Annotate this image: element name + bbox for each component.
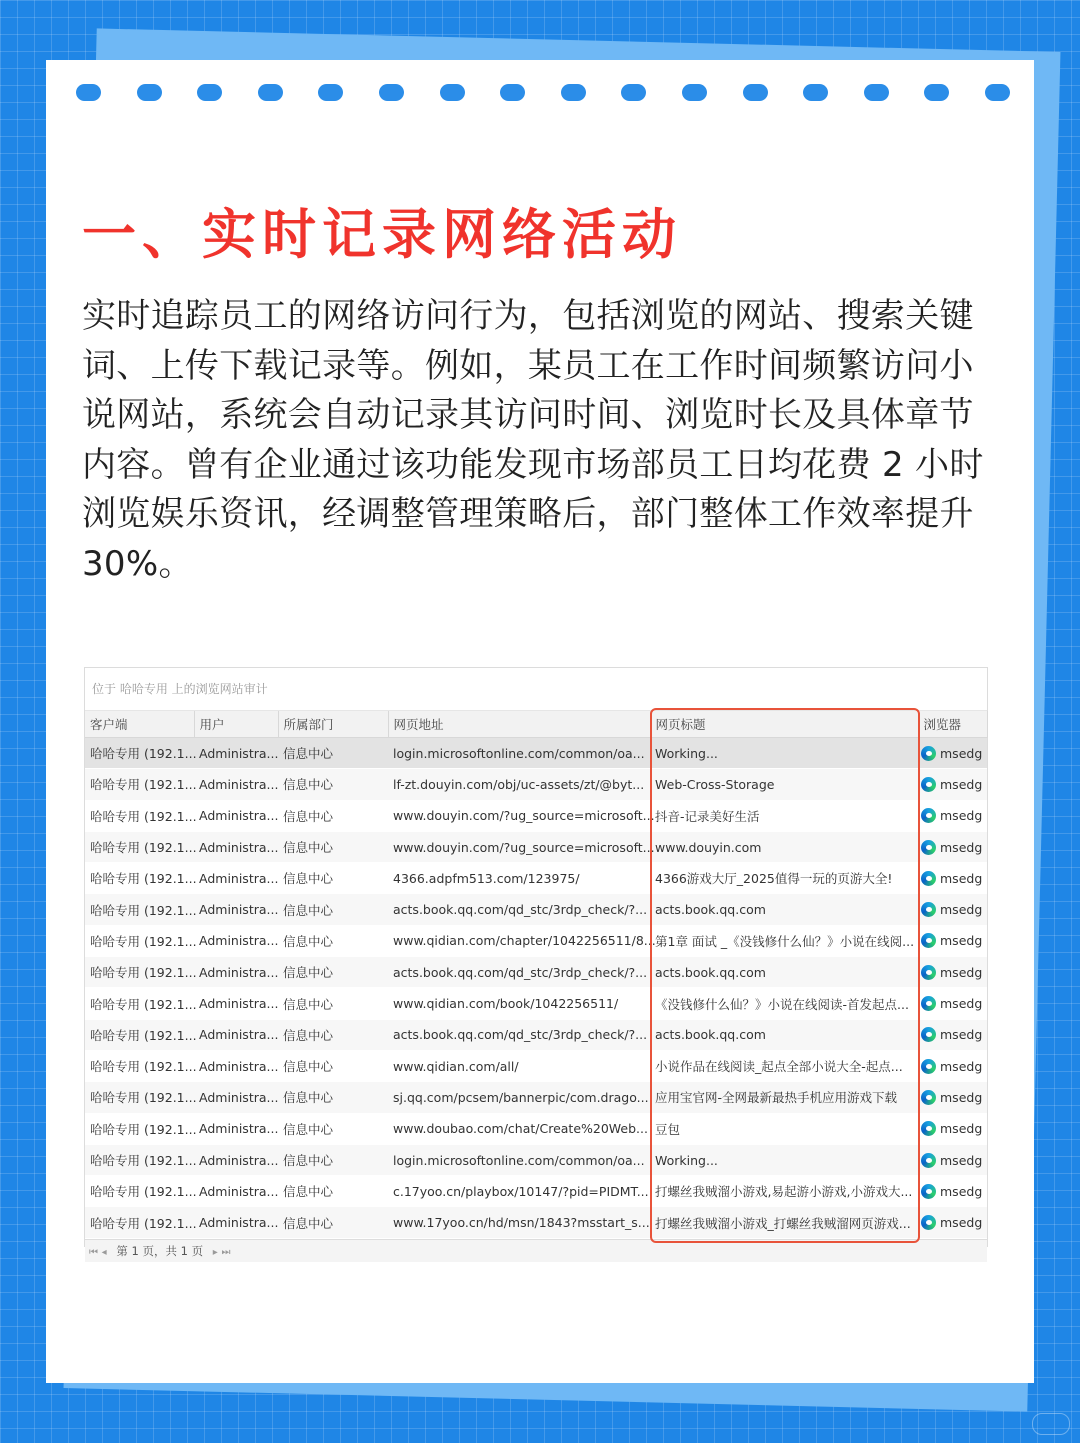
cell-page-title: 打螺丝我贼溜小游戏,易起游小游戏,小游戏大... <box>650 1176 918 1207</box>
table-row[interactable] <box>85 1113 987 1144</box>
binder-hole <box>621 84 646 101</box>
cell-url: www.doubao.com/chat/Create%20Web... <box>388 1113 650 1144</box>
cell-client: 哈哈专用 (192.1... <box>85 769 194 800</box>
watermark-badge <box>1032 1413 1070 1435</box>
cell-department: 信息中心 <box>278 925 388 956</box>
cell-client: 哈哈专用 (192.1... <box>85 738 194 769</box>
binder-hole <box>985 84 1010 101</box>
binder-holes <box>46 84 1034 104</box>
cell-user: Administra... <box>194 988 278 1019</box>
cell-client: 哈哈专用 (192.1... <box>85 894 194 925</box>
table-row[interactable] <box>85 988 987 1019</box>
browser-name: msedg <box>940 1215 983 1231</box>
edge-browser-icon <box>921 871 936 886</box>
table-row[interactable] <box>85 769 987 800</box>
cell-url: www.qidian.com/chapter/1042256511/8... <box>388 925 650 956</box>
cell-page-title: acts.book.qq.com <box>650 894 918 925</box>
cell-page-title: Working... <box>650 1144 918 1175</box>
binder-hole <box>561 84 586 101</box>
browser-name: msedg <box>940 1183 983 1199</box>
cell-department: 信息中心 <box>278 988 388 1019</box>
first-page-icon[interactable]: ⏮ <box>89 1246 98 1258</box>
edge-browser-icon <box>921 840 936 855</box>
binder-hole <box>137 84 162 101</box>
browser-name: msedg <box>940 1058 983 1074</box>
cell-department: 信息中心 <box>278 1019 388 1050</box>
edge-browser-icon <box>921 902 936 917</box>
browser-name: msedg <box>940 870 983 886</box>
edge-browser-icon <box>921 933 936 948</box>
cell-client: 哈哈专用 (192.1... <box>85 988 194 1019</box>
cell-url: acts.book.qq.com/qd_stc/3rdp_check/?... <box>388 894 650 925</box>
cell-department: 信息中心 <box>278 738 388 769</box>
cell-department: 信息中心 <box>278 863 388 894</box>
table-row[interactable] <box>85 1144 987 1175</box>
cell-department: 信息中心 <box>278 1144 388 1175</box>
table-row[interactable] <box>85 894 987 925</box>
cell-user: Administra... <box>194 738 278 769</box>
pager-text: 第 1 页，共 1 页 <box>116 1243 204 1258</box>
edge-browser-icon <box>921 1215 936 1230</box>
audit-table <box>85 711 988 1239</box>
cell-url: sj.qq.com/pcsem/bannerpic/com.drago... <box>388 1082 650 1113</box>
cell-client: 哈哈专用 (192.1... <box>85 925 194 956</box>
edge-browser-icon <box>921 777 936 792</box>
table-row[interactable] <box>85 957 987 988</box>
cell-department: 信息中心 <box>278 957 388 988</box>
binder-hole <box>803 84 828 101</box>
edge-browser-icon <box>921 1184 936 1199</box>
browser-name: msedg <box>940 745 983 761</box>
cell-department: 信息中心 <box>278 769 388 800</box>
cell-page-title: 《没钱修什么仙？》小说在线阅读-首发起点... <box>650 988 918 1019</box>
edge-browser-icon <box>921 808 936 823</box>
cell-client: 哈哈专用 (192.1... <box>85 1207 194 1238</box>
cell-browser <box>918 738 987 769</box>
cell-browser <box>918 1019 987 1050</box>
table-row[interactable] <box>85 1050 987 1081</box>
cell-browser <box>918 863 987 894</box>
browser-name: msedg <box>940 1152 983 1168</box>
cell-url: www.douyin.com/?ug_source=microsoft... <box>388 800 650 831</box>
table-row[interactable] <box>85 1019 987 1050</box>
table-row[interactable] <box>85 738 987 769</box>
cell-browser <box>918 1082 987 1113</box>
cell-department: 信息中心 <box>278 831 388 862</box>
binder-hole <box>318 84 343 101</box>
cell-page-title: www.douyin.com <box>650 831 918 862</box>
binder-hole <box>197 84 222 101</box>
binder-hole <box>440 84 465 101</box>
cell-url: www.qidian.com/all/ <box>388 1050 650 1081</box>
cell-url: login.microsoftonline.com/common/oa... <box>388 1144 650 1175</box>
col-header-department[interactable]: 所属部门 <box>278 711 388 738</box>
cell-page-title: 小说作品在线阅读_起点全部小说大全-起点... <box>650 1050 918 1081</box>
cell-browser <box>918 1050 987 1081</box>
cell-url: acts.book.qq.com/qd_stc/3rdp_check/?... <box>388 1019 650 1050</box>
cell-user: Administra... <box>194 1019 278 1050</box>
cell-client: 哈哈专用 (192.1... <box>85 1113 194 1144</box>
prev-page-icon[interactable]: ◂ <box>101 1246 107 1258</box>
browser-name: msedg <box>940 964 983 980</box>
cell-department: 信息中心 <box>278 1082 388 1113</box>
cell-client: 哈哈专用 (192.1... <box>85 957 194 988</box>
cell-browser <box>918 1144 987 1175</box>
table-row[interactable] <box>85 1176 987 1207</box>
cell-url: lf-zt.douyin.com/obj/uc-assets/zt/@byt... <box>388 769 650 800</box>
cell-url: www.douyin.com/?ug_source=microsoft... <box>388 831 650 862</box>
cell-user: Administra... <box>194 894 278 925</box>
table-row[interactable] <box>85 831 987 862</box>
edge-browser-icon <box>921 1027 936 1042</box>
cell-user: Administra... <box>194 1113 278 1144</box>
cell-user: Administra... <box>194 925 278 956</box>
cell-user: Administra... <box>194 1176 278 1207</box>
cell-browser <box>918 957 987 988</box>
cell-department: 信息中心 <box>278 1207 388 1238</box>
browser-name: msedg <box>940 1089 983 1105</box>
cell-url: c.17yoo.cn/playbox/10147/?pid=PIDMT... <box>388 1176 650 1207</box>
cell-client: 哈哈专用 (192.1... <box>85 1144 194 1175</box>
binder-hole <box>864 84 889 101</box>
cell-user: Administra... <box>194 800 278 831</box>
audit-table-panel <box>84 667 988 1258</box>
cell-browser <box>918 800 987 831</box>
table-row[interactable] <box>85 1207 987 1238</box>
binder-hole <box>379 84 404 101</box>
cell-page-title: 应用宝官网-全网最新最热手机应用游戏下载 <box>650 1082 918 1113</box>
table-header-row <box>85 711 987 738</box>
cell-url: acts.book.qq.com/qd_stc/3rdp_check/?... <box>388 957 650 988</box>
cell-url: 4366.adpfm513.com/123975/ <box>388 863 650 894</box>
col-header-page-title[interactable]: 网页标题 <box>650 711 918 738</box>
cell-page-title: acts.book.qq.com <box>650 957 918 988</box>
edge-browser-icon <box>921 996 936 1011</box>
cell-browser <box>918 894 987 925</box>
pager <box>85 1239 987 1262</box>
note-card <box>46 60 1034 1383</box>
edge-browser-icon <box>921 1121 936 1136</box>
col-header-client[interactable]: 客户端 <box>85 711 194 738</box>
browser-name: msedg <box>940 996 983 1012</box>
cell-url: www.qidian.com/book/1042256511/ <box>388 988 650 1019</box>
cell-browser <box>918 1176 987 1207</box>
edge-browser-icon <box>921 1059 936 1074</box>
cell-department: 信息中心 <box>278 1113 388 1144</box>
body-paragraph: 实时追踪员工的网络访问行为，包括浏览的网站、搜索关键词、上传下载记录等。例如，某员工在工作时间频繁访问小说网站，系统会自动记录其访问时间、浏览时长及具体章节内容。曾有企业通过该功能发现市场部员工日均花费 2 小时浏览娱乐资讯，经调整管理策略后，部门整体工作效率提升 30%。 <box>82 296 984 584</box>
cell-client: 哈哈专用 (192.1... <box>85 1176 194 1207</box>
table-row[interactable] <box>85 925 987 956</box>
cell-client: 哈哈专用 (192.1... <box>85 831 194 862</box>
cell-department: 信息中心 <box>278 894 388 925</box>
cell-browser <box>918 925 987 956</box>
cell-url: login.microsoftonline.com/common/oa... <box>388 738 650 769</box>
cell-page-title: Web-Cross-Storage <box>650 769 918 800</box>
cell-user: Administra... <box>194 863 278 894</box>
col-header-browser[interactable]: 浏览器 <box>918 711 987 738</box>
cell-url: www.17yoo.cn/hd/msn/1843?msstart_s... <box>388 1207 650 1238</box>
edge-browser-icon <box>921 746 936 761</box>
cell-department: 信息中心 <box>278 800 388 831</box>
cell-client: 哈哈专用 (192.1... <box>85 1019 194 1050</box>
col-header-url[interactable]: 网页地址 <box>388 711 650 738</box>
edge-browser-icon <box>921 1153 936 1168</box>
cell-client: 哈哈专用 (192.1... <box>85 863 194 894</box>
cell-browser <box>918 988 987 1019</box>
section-title: 一、实时记录网络活动 <box>82 203 682 266</box>
binder-hole <box>500 84 525 101</box>
cell-user: Administra... <box>194 1144 278 1175</box>
cell-browser <box>918 831 987 862</box>
cell-page-title: acts.book.qq.com <box>650 1019 918 1050</box>
cell-department: 信息中心 <box>278 1176 388 1207</box>
browser-name: msedg <box>940 1027 983 1043</box>
browser-name: msedg <box>940 1121 983 1137</box>
next-page-icon[interactable]: ▸ <box>212 1246 218 1258</box>
cell-user: Administra... <box>194 1207 278 1238</box>
table-body <box>85 738 987 1239</box>
binder-hole <box>76 84 101 101</box>
browser-name: msedg <box>940 933 983 949</box>
cell-user: Administra... <box>194 831 278 862</box>
browser-name: msedg <box>940 808 983 824</box>
binder-hole <box>924 84 949 101</box>
binder-hole <box>682 84 707 101</box>
cell-browser <box>918 769 987 800</box>
cell-page-title: 打螺丝我贼溜小游戏_打螺丝我贼溜网页游戏... <box>650 1207 918 1238</box>
cell-page-title: 豆包 <box>650 1113 918 1144</box>
cell-user: Administra... <box>194 1082 278 1113</box>
table-row[interactable] <box>85 800 987 831</box>
cell-client: 哈哈专用 (192.1... <box>85 800 194 831</box>
cell-browser <box>918 1207 987 1238</box>
cell-page-title: 抖音-记录美好生活 <box>650 800 918 831</box>
cell-page-title: 第1章 面试 _《没钱修什么仙？》小说在线阅... <box>650 925 918 956</box>
edge-browser-icon <box>921 965 936 980</box>
table-caption: 位于 哈哈专用 上的浏览网站审计 <box>85 668 987 711</box>
last-page-icon[interactable]: ⏭ <box>221 1246 231 1258</box>
table-row[interactable] <box>85 863 987 894</box>
cell-user: Administra... <box>194 769 278 800</box>
binder-hole <box>258 84 283 101</box>
browser-name: msedg <box>940 902 983 918</box>
browser-name: msedg <box>940 839 983 855</box>
cell-user: Administra... <box>194 957 278 988</box>
browser-name: msedg <box>940 776 983 792</box>
binder-hole <box>743 84 768 101</box>
cell-page-title: Working... <box>650 738 918 769</box>
edge-browser-icon <box>921 1090 936 1105</box>
cell-client: 哈哈专用 (192.1... <box>85 1050 194 1081</box>
cell-client: 哈哈专用 (192.1... <box>85 1082 194 1113</box>
cell-page-title: 4366游戏大厅_2025值得一玩的页游大全! <box>650 863 918 894</box>
table-row[interactable] <box>85 1082 987 1113</box>
col-header-user[interactable]: 用户 <box>194 711 278 738</box>
cell-department: 信息中心 <box>278 1050 388 1081</box>
cell-user: Administra... <box>194 1050 278 1081</box>
cell-browser <box>918 1113 987 1144</box>
